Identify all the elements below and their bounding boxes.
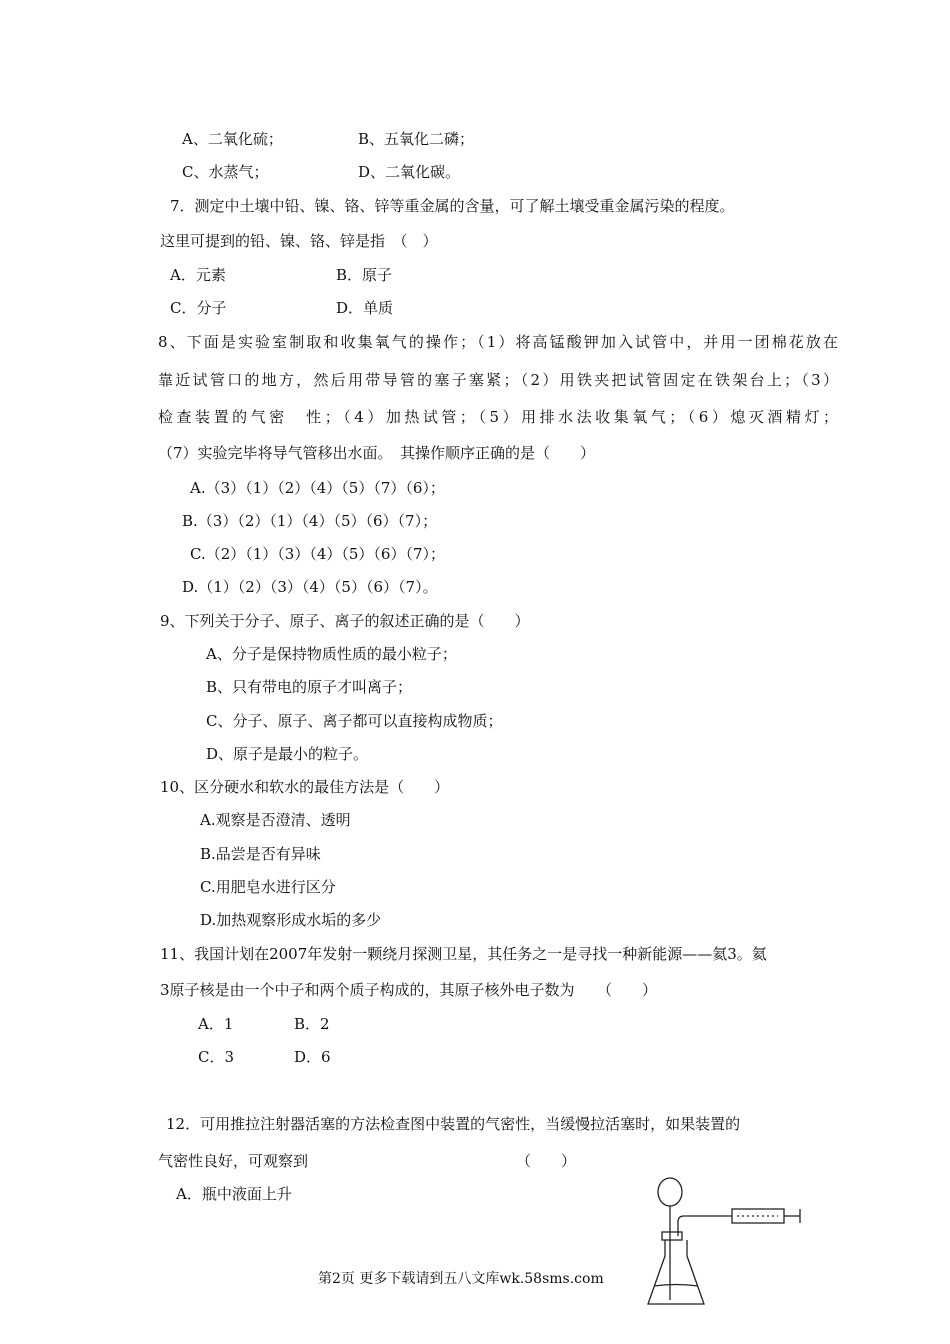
funnel-bulb (658, 1178, 682, 1206)
q7-stem-line2: 这里可提到的铅、镍、铬、锌是指 （ ） (160, 232, 438, 250)
page-footer: 第2页 更多下载请到五八文库wk.58sms.com (318, 1271, 604, 1287)
q11-stem-line1: 11、我国计划在2007年发射一颗绕月探测卫星，其任务之一是寻找一种新能源——氦3。氦 (160, 945, 767, 963)
q11-stem-line2: 3原子核是由一个中子和两个质子构成的，其原子核外电子数为 （ ） (160, 981, 658, 999)
q10-option-c: C.用肥皂水进行区分 (200, 878, 336, 896)
q10-option-d: D.加热观察形成水垢的多少 (200, 911, 382, 929)
q8-stem-line3: 检查装置的气密 性；（4）加热试管；（5）用排水法收集氧气；（6）熄灭酒精灯； (158, 408, 838, 426)
q11-option-b: B．2 (294, 1015, 330, 1033)
q6-option-b: B、五氧化二磷； (358, 130, 475, 148)
q6-option-c: C、水蒸气； (182, 163, 269, 181)
stopper (662, 1232, 682, 1240)
q10-stem: 10、区分硬水和软水的最佳方法是（ ） (160, 778, 450, 796)
q7-option-a: A．元素 (170, 266, 226, 284)
q8-option-a: A.（3）（1）（2）（4）（5）（7）（6）； (190, 479, 445, 497)
q6-option-a: A、二氧化硫； (182, 130, 283, 148)
q8-option-b: B.（3）（2）（1）（4）（5）（6）（7）； (182, 512, 438, 530)
q12-answer-bracket: （ ） (516, 1152, 577, 1170)
q8-stem-line4: （7）实验完毕将导气管移出水面。 其操作顺序正确的是（ ） (158, 444, 596, 462)
q11-option-d: D．6 (294, 1048, 331, 1066)
q8-stem-line2: 靠近试管口的地方，然后用带导管的塞子塞紧；（2）用铁夹把试管固定在铁架台上；（3） (158, 371, 838, 389)
q12-option-a: A．瓶中液面上升 (176, 1185, 292, 1203)
q12-stem-line2: 气密性良好，可观察到 (158, 1152, 309, 1170)
q11-option-a: A．1 (198, 1015, 234, 1033)
q7-option-b: B．原子 (336, 266, 393, 284)
q6-option-d: D、二氧化碳。 (358, 163, 461, 181)
flask-syringe-apparatus-figure (640, 1172, 810, 1314)
connecting-tube (678, 1216, 732, 1236)
q7-option-c: C．分子 (170, 299, 227, 317)
liquid-surface (654, 1285, 698, 1287)
flask-body (648, 1240, 704, 1304)
q9-stem: 9、下列关于分子、原子、离子的叙述正确的是（ ） (160, 612, 530, 630)
q8-option-c: C.（2）（1）（3）（4）（5）（6）（7）； (190, 545, 446, 563)
q9-option-d: D、原子是最小的粒子。 (206, 745, 369, 763)
q9-option-c: C、分子、原子、离子都可以直接构成物质； (206, 712, 503, 730)
q7-stem-line1: 7．测定中土壤中铅、镍、铬、锌等重金属的含量，可了解土壤受重金属污染的程度。 (170, 197, 735, 215)
q9-option-b: B、只有带电的原子才叫离子； (206, 678, 413, 696)
q8-stem-line1: 8、下面是实验室制取和收集氧气的操作；（1）将高锰酸钾加入试管中，并用一团棉花放在 (158, 333, 838, 351)
q10-option-b: B.品尝是否有异味 (200, 845, 321, 863)
q12-stem-line1: 12．可用推拉注射器活塞的方法检查图中装置的气密性，当缓慢拉活塞时，如果装置的 (166, 1115, 741, 1133)
q10-option-a: A.观察是否澄清、透明 (200, 811, 351, 829)
q7-option-d: D．单质 (336, 299, 394, 317)
q8-option-d: D.（1）（2）（3）（4）（5）（6）（7）。 (182, 578, 438, 596)
q9-option-a: A、分子是保持物质性质的最小粒子； (206, 645, 457, 663)
q11-option-c: C．3 (198, 1048, 235, 1066)
